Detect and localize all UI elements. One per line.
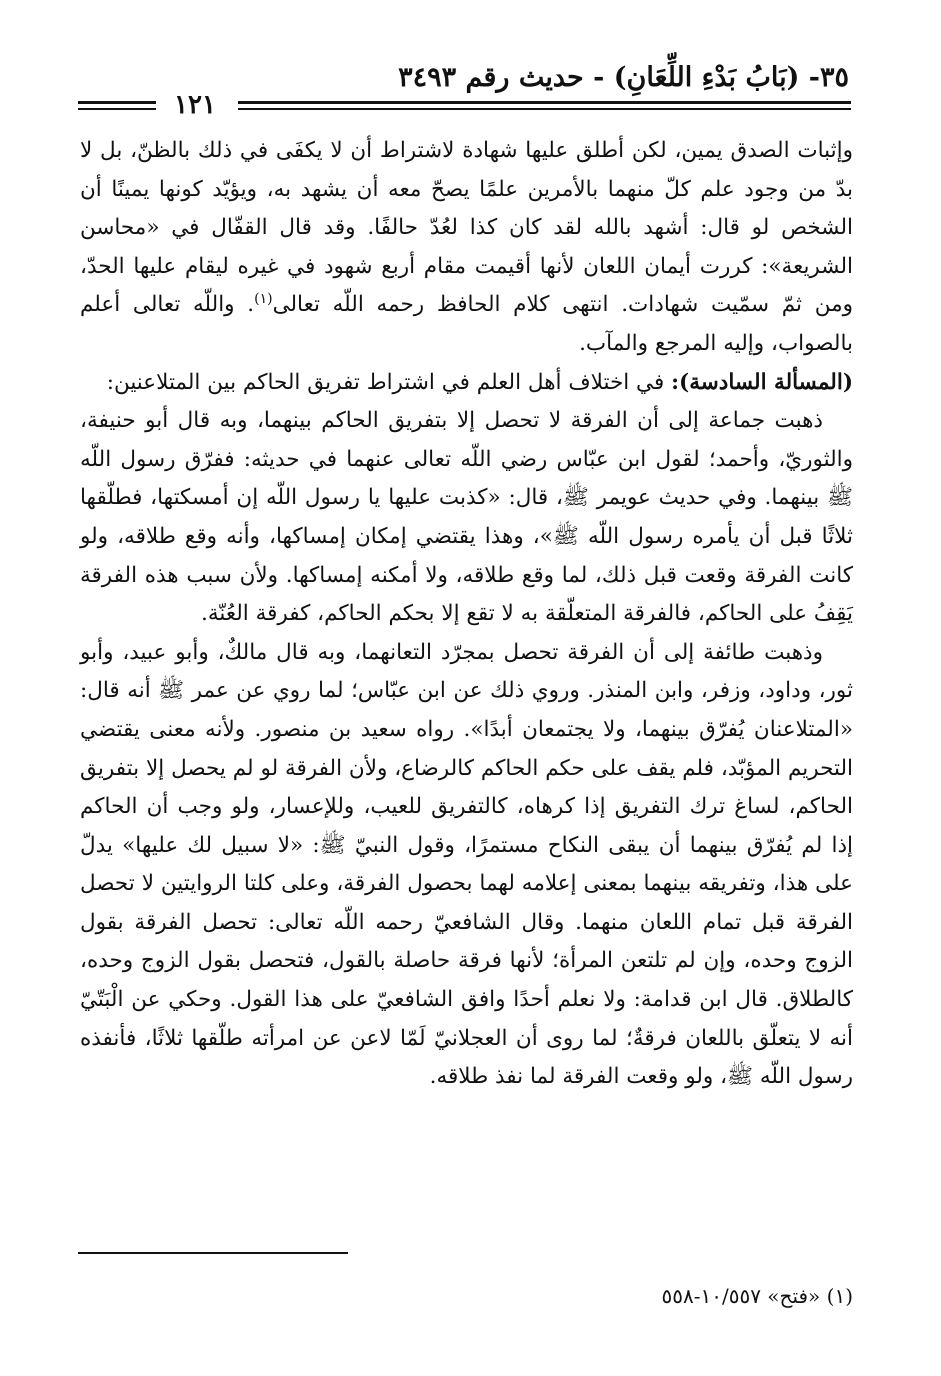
body-text xyxy=(80,132,853,1097)
footnote-separator xyxy=(78,1252,348,1254)
header-rule-left-thin xyxy=(78,108,156,110)
paragraph: وذهبت طائفة إلى أن الفرقة تحصل بمجرّد التعانهما، وبه قال مالكٌ، وأبو عبيد، وأبو ثور، وداود، وزفر، وابن المنذر. وروي ذلك عن ابن عبّاس؛ لما روي عن عمر ﷺ أنه قال: «المتلاعنان يُفرّق بينهما، ولا يجتمعان أبدًا». رواه سعيد بن منصور. ولأنه معنى يقتضي التحريم المؤبّد، فلم يقف على حكم الحاكم كالرضاع، ولأن الفرقة لو لم يحصل إلا بتفريق الحاكم، لساغ ترك التفريق إذا كرهاه، كالتفريق للعيب، وللإعسار، ولو وجب أن الحاكم إذا لم يُفرّق بينهما أن يبقى النكاح مستمرًا، وقول النبيّ ﷺ: «لا سبيل لك عليها» يدلّ على هذا، وتفريقه بينهما بمعنى إعلامه لهما بحصول الفرقة، وعلى كلتا الروايتين لا تحصل الفرقة قبل تمام اللعان منهما. وقال الشافعيّ رحمه اللّه تعالى: تحصل الفرقة بقول الزوج وحده، وإن لم تلتعن المرأة؛ لأنها فرقة حاصلة بالقول، فتحصل بقول الزوج وحده، كالطلاق. قال ابن قدامة: ولا نعلم أحدًا وافق الشافعيّ على هذا القول. وحكي عن الْبَتّيّ أنه لا يتعلّق باللعان فرقةٌ؛ لما روى أن العجلانيّ لَمّا لاعن عن امرأته طلّقها ثلاثًا، فأنفذه رسول اللّه ﷺ، ولو وقعت الفرقة لما نفذ طلاقه. xyxy=(80,639,853,1090)
header-rule-right-thin xyxy=(238,108,851,110)
header-rule-left-thick xyxy=(78,101,156,104)
header-rule-right-thick xyxy=(238,101,851,104)
paragraph-text: وإثبات الصدق يمين، لكن أطلق عليها شهادة لاشتراط أن لا يكفَى في ذلك بالظنّ، بل لا بدّ من وجود علم كلّ منهما بالأمرين علمًا يصحّ معه أن يشهد به، ويؤيّد كونها يمينًا أن الشخص لو قال: أشهد بالله لقد كان كذا لعُدّ حالفًا. وقد قال القفّال في «محاسن الشريعة»: كررت أيمان اللعان لأنها أقيمت مقام أربع شهود في غيره ليقام عليها الحدّ، ومن ثمّ سمّيت شهادات. انتهى كلام الحافظ رحمه اللّه تعالى xyxy=(80,138,853,318)
paragraph: ذهبت جماعة إلى أن الفرقة لا تحصل إلا بتفريق الحاكم بينهما، وبه قال أبو حنيفة، والثوريّ، وأحمد؛ لقول ابن عبّاس رضي اللّه تعالى عنهما في حديثه: ففرّق رسول اللّه ﷺ بينهما. وفي حديث عويمر ﷺ، قال: «كذبت عليها يا رسول اللّه إن أمسكتها، فطلّقها ثلاثًا قبل أن يأمره رسول اللّه ﷺ»، وهذا يقتضي إمكان إمساكها، وأنه وقع طلاقه، ولو كانت الفرقة وقعت قبل ذلك، لما وقع طلاقه، ولا أمكنه إمساكها. ولأن سبب هذه الفرقة يَقِفُ على الحاكم، فالفرقة المتعلّقة به لا تقع إلا بحكم الحاكم، كفرقة العُنّة. xyxy=(80,408,853,627)
issue-label: (المسألة السادسة): xyxy=(671,369,853,395)
running-head: ٣٥- (بَابُ بَدْءِ اللِّعَانِ) - حديث رقم ٣٤٩٣ xyxy=(398,62,849,93)
page-number: ١٢١ xyxy=(174,90,216,120)
footnote-reference: (١) xyxy=(254,291,273,308)
paragraph-text-end: . واللّه تعالى أعلم بالصواب، وإليه المرجع والمآب. xyxy=(80,292,853,356)
issue-heading xyxy=(80,364,853,403)
footnote: (١) «فتح» ١٠/٥٥٧-٥٥٨ xyxy=(661,1284,853,1308)
issue-title: في اختلاف أهل العلم في اشتراط تفريق الحاكم بين المتلاعنين: xyxy=(106,369,665,395)
paragraph xyxy=(80,132,853,364)
